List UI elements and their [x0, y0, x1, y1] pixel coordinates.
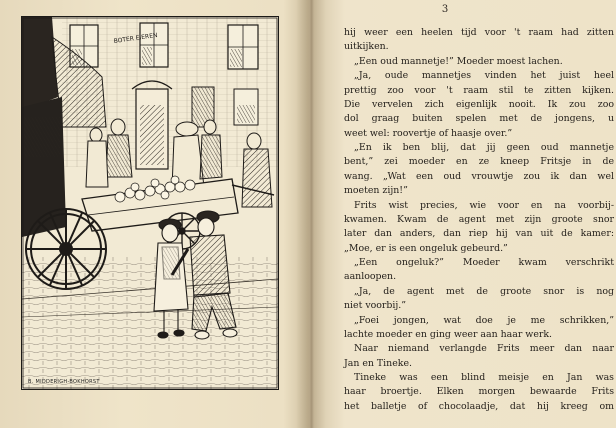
- text-line: „Een ongeluk?” Moeder kwam verschrikt: [354, 257, 614, 268]
- text-line: uitkijken.: [344, 41, 389, 53]
- text-line: het balletje of chocolaadje, dat hij kreeg om: [344, 400, 614, 412]
- illustrator-signature: B. MIDDERIGH-BOKHORST: [28, 379, 100, 385]
- text-line: „Moe, er is een ongeluk gebeurd.”: [344, 242, 508, 254]
- text-line: weet wel: roovertje of haasje over.”: [344, 127, 513, 139]
- body-text: [344, 26, 614, 414]
- text-line: kwamen. Kwam de agent met zijn groote snor: [344, 213, 614, 225]
- text-line: aanloopen.: [344, 271, 397, 283]
- text-line: wang. „Wat een oud vrouwtje zou ik dan wel: [344, 170, 614, 182]
- text-line: „Foei jongen, wat doe je me schrikken,”: [354, 314, 614, 326]
- text-line: dol graag buiten spelen met de jongens, u: [344, 113, 614, 125]
- text-line: Jan en Tineke.: [344, 357, 412, 369]
- text-line: Tineke was een blind meisje en Jan was: [354, 372, 614, 383]
- text-line: lachte moeder en ging weer aan haar werk.: [344, 328, 553, 340]
- illustration-drawing: [22, 17, 278, 389]
- text-line: Naar niemand verlangde Frits meer dan naar: [354, 343, 614, 355]
- left-page: [0, 0, 305, 428]
- text-line: haar broertje. Elken morgen bewaarde Frits: [344, 386, 614, 398]
- text-line: „Een oud mannetje!” Moeder moest lachen.: [354, 55, 563, 67]
- text-line: hij weer een heelen tijd voor 't raam had zitten: [344, 27, 614, 38]
- text-line: „Ja, oude mannetjes vinden het juist heel: [354, 70, 614, 82]
- text-line: later dan anders, dan riep hij van uit de kamer:: [344, 228, 614, 240]
- text-line: bent,” zei moeder en ze kneep Fritsje in de: [344, 156, 614, 168]
- text-line: Die vervelen zich eigenlijk nooit. Ik zou zoo: [344, 98, 614, 110]
- right-page: [322, 0, 616, 428]
- text-line: „En ik ben blij, dat jij geen oud mannetje: [354, 142, 614, 153]
- page-number: 3: [441, 4, 449, 15]
- text-line: „Ja, de agent met de groote snor is nog: [354, 285, 614, 297]
- text-line: niet voorbij.”: [344, 300, 407, 312]
- shop-sign-text: BOTER EIEREN: [113, 31, 158, 45]
- text-line: prettig zoo voor 't raam stil te zitten kijken.: [344, 84, 614, 96]
- text-line: moeten zijn!”: [344, 185, 408, 197]
- street-scene-illustration: [21, 16, 279, 390]
- text-line: Frits wist precies, wie voor en na voorbij-: [354, 199, 614, 211]
